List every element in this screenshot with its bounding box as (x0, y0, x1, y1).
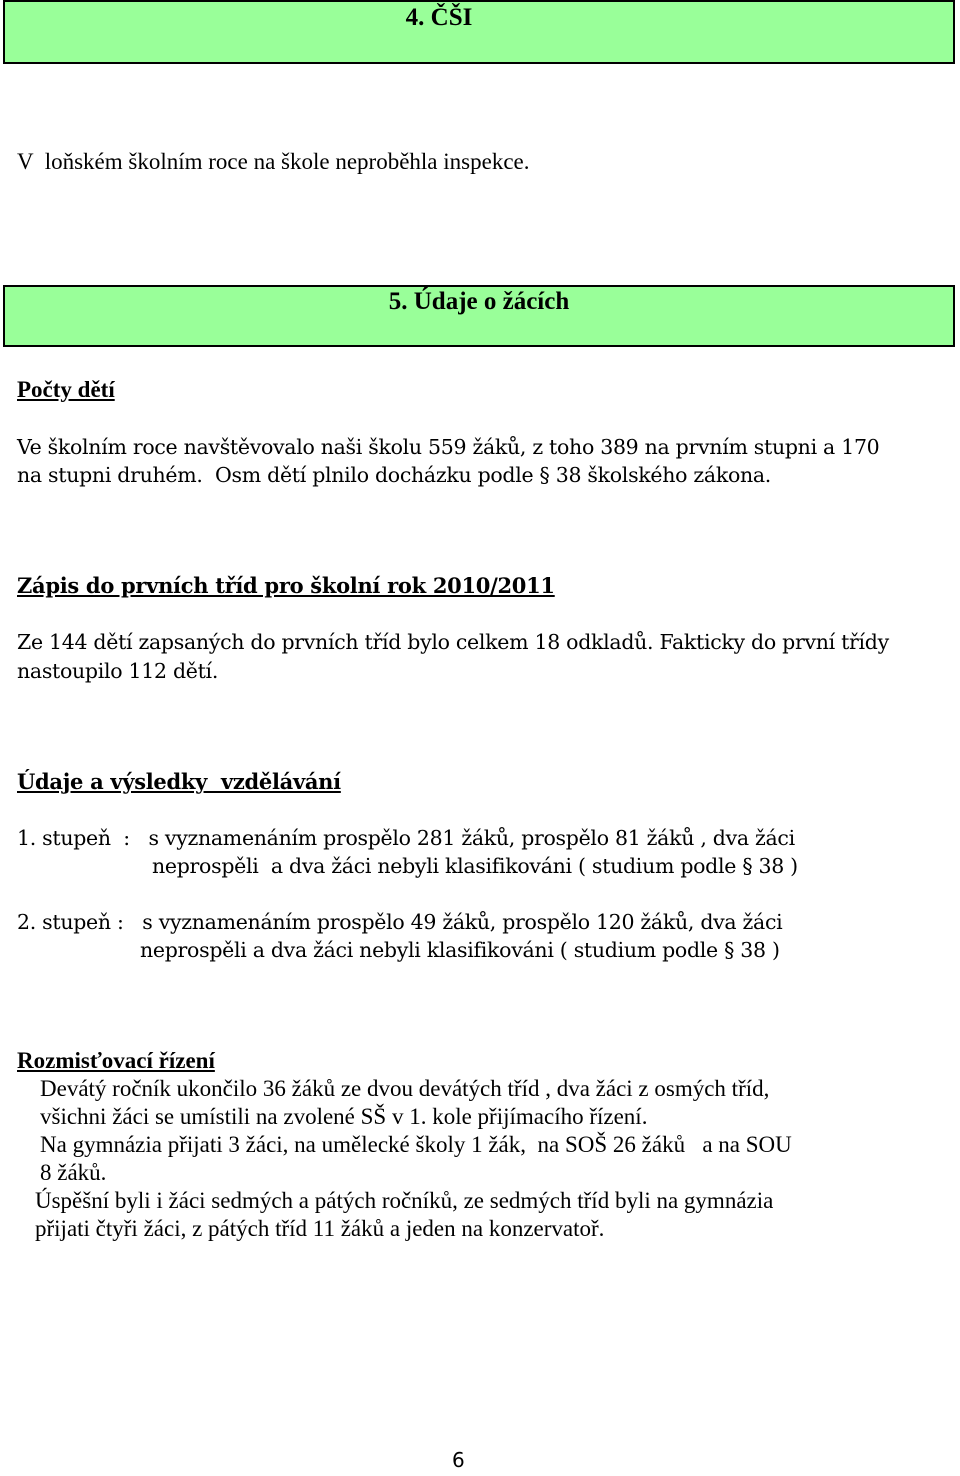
zapis-text-line-1: Ze 144 dětí zapsaných do prvních tříd bylo celkem 18 odkladů. Fakticky do první třídy (17, 630, 889, 654)
rozmistovaci-line-6: přijati čtyři žáci, z pátých tříd 11 žáků a jeden na konzervatoř. (35, 1216, 605, 1241)
stupen-2-line-2: neprospěli a dva žáci nebyli klasifikováni ( studium podle § 38 ) (140, 938, 780, 962)
section-4-text: V loňském školním roce na škole neproběhla inspekce. (17, 149, 530, 174)
stupen-2-line-1: 2. stupeň : s vyznamenáním prospělo 49 žáků, prospělo 120 žáků, dva žáci (17, 910, 783, 934)
rozmistovaci-line-1: Devátý ročník ukončilo 36 žáků ze dvou devátých tříd , dva žáci z osmých tříd, (40, 1076, 770, 1101)
zapis-text-line-2: nastoupilo 112 dětí. (17, 659, 219, 683)
pocty-text-line-1: Ve školním roce navštěvovalo naši školu 559 žáků, z toho 389 na prvním stupni a 170 (17, 435, 880, 459)
rozmistovaci-line-4: 8 žáků. (40, 1160, 107, 1185)
vysledky-heading: Údaje a výsledky vzdělávání (17, 769, 341, 794)
rozmistovaci-heading: Rozmisťovací řízení (17, 1048, 215, 1073)
pocty-heading: Počty dětí (17, 377, 115, 402)
rozmistovaci-line-5: Úspěšní byli i žáci sedmých a pátých ročníků, ze sedmých tříd byli na gymnázia (35, 1188, 774, 1213)
section-5-heading-box (3, 285, 955, 347)
page-number: 6 (452, 1448, 465, 1472)
zapis-heading: Zápis do prvních tříd pro školní rok 2010/2011 (17, 573, 555, 598)
section-4-heading-box (3, 0, 955, 64)
stupen-1-line-2: neprospěli a dva žáci nebyli klasifikováni ( studium podle § 38 ) (152, 854, 798, 878)
rozmistovaci-line-3: Na gymnázia přijati 3 žáci, na umělecké školy 1 žák, na SOŠ 26 žáků a na SOU (40, 1132, 792, 1157)
rozmistovaci-line-2: všichni žáci se umístili na zvolené SŠ v 1. kole přijímacího řízení. (40, 1104, 648, 1129)
pocty-text-line-2: na stupni druhém. Osm dětí plnilo docházku podle § 38 školského zákona. (17, 463, 772, 487)
section-4-heading: 4. ČŠI (405, 4, 473, 31)
section-5-heading: 5. Údaje o žácích (388, 288, 570, 315)
stupen-1-line-1: 1. stupeň : s vyznamenáním prospělo 281 žáků, prospělo 81 žáků , dva žáci (17, 826, 795, 850)
